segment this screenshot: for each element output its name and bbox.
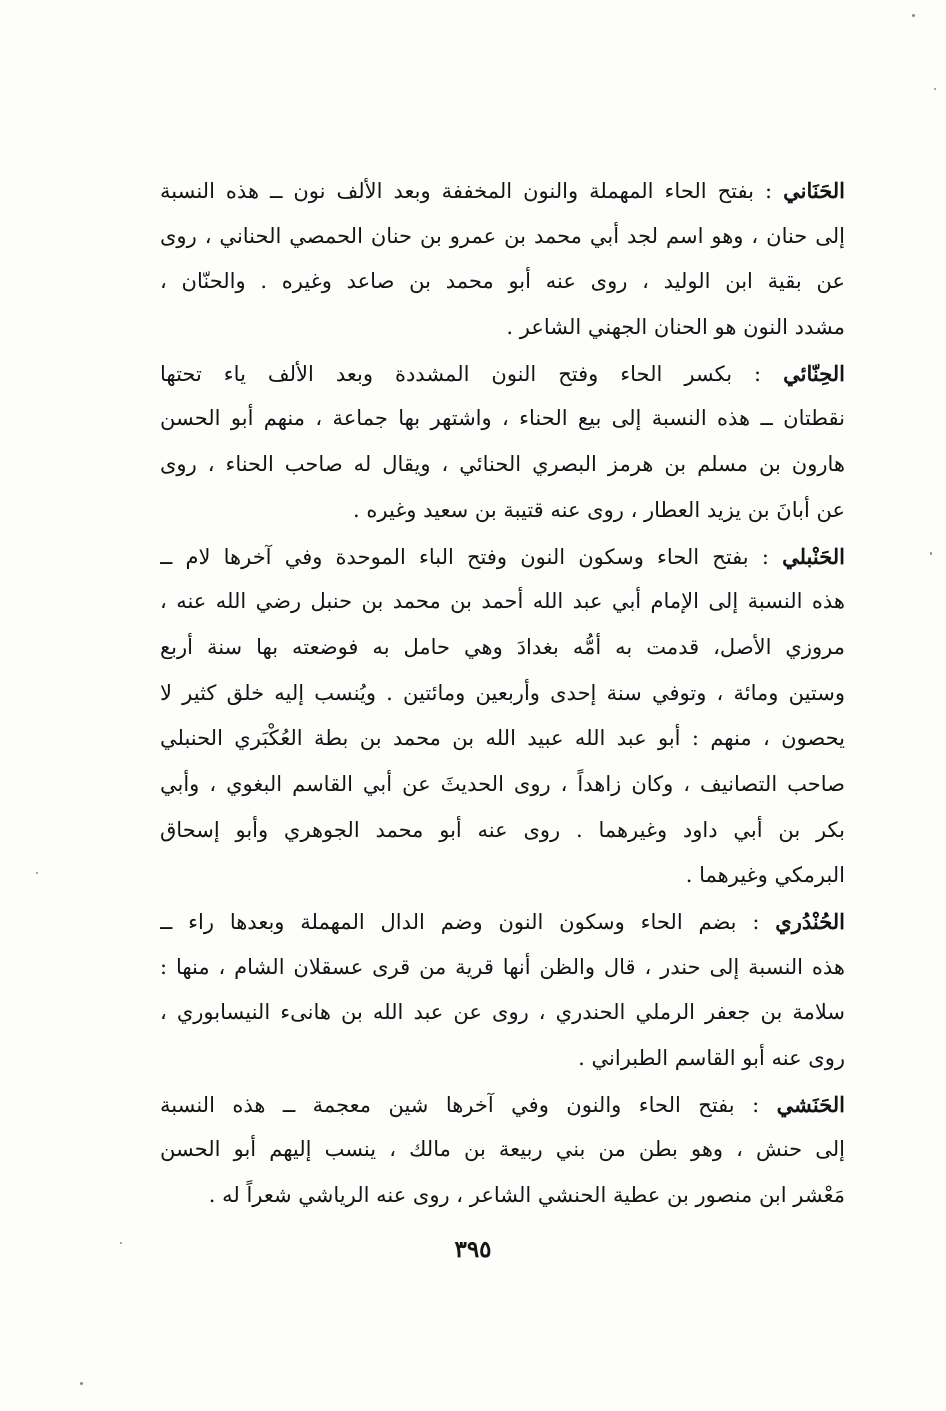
entry-heading: الحَنَاني (783, 178, 845, 203)
scan-speck (36, 872, 38, 874)
entry-hanbali (160, 534, 845, 900)
text-line: مروزي الأصل، قدمت به أمُّه بغدادَ وهي حامل به فوضعته بها سنة أربع (160, 634, 845, 659)
text-line: مشدد النون هو الحنان الجهني الشاعر . (506, 315, 845, 340)
entry-heading: الحَنَشي (776, 1091, 845, 1117)
entry-text: : بفتح الحاء المهملة والنون المخففة وبعد الألف نون ــ هذه النسبة (160, 179, 784, 203)
entry-hanashi (160, 1082, 845, 1219)
text-line: صاحب التصانيف ، وكان زاهداً ، روى الحديثَ عن أبي القاسم البغوي ، وأبي (160, 771, 845, 796)
text-line: نقطتان ــ هذه النسبة إلى بيع الحناء ، واشتهر بها جماعة ، منهم أبو الحسن (160, 406, 845, 431)
scan-speck (930, 552, 932, 555)
body-text (160, 168, 845, 1219)
page-number: ٣٩٥ (454, 1236, 492, 1263)
text-line: مَعْشر ابن منصور بن عطية الحنشي الشاعر ، روى عنه الرياشي شعراً له . (208, 1183, 845, 1208)
text-line (160, 168, 845, 214)
entry-heading: الحِنّائي (783, 360, 845, 386)
text-line: عن أبانَ بن يزيد العطار ، روى عنه قتيبة بن سعيد وغيره . (353, 497, 845, 522)
text-line: وستين ومائة ، وتوفي سنة إحدى وأربعين ومائتين . ويُنسب إليه خلق كثير لا (160, 680, 845, 705)
text-line: عن بقية ابن الوليد ، روى عنه أبو محمد بن صاعد وغيره . والحنّان ، (160, 269, 845, 294)
entry-text: : بفتح الحاء والنون وفي آخرها شين معجمة ــ هذه النسبة (160, 1092, 777, 1117)
text-line: روى عنه أبو القاسم الطبراني . (578, 1046, 845, 1071)
text-line: يحصون ، منهم : أبو عبد الله عبيد الله بن محمد بن بطة العُكْبَري الحنبلي (160, 726, 845, 751)
text-line: إلى حنان ، وهو اسم لجد أبي محمد بن عمرو بن حنان الحمصي الحناني ، روى (160, 223, 845, 248)
text-line: إلى حنش ، وهو بطن من بني ربيعة بن مالك ، ينسب إليهم أبو الحسن (160, 1137, 845, 1162)
scan-speck (934, 88, 936, 90)
entry-heading: الحُنْدُري (775, 909, 845, 934)
entry-hanani (160, 168, 845, 351)
entry-text: : بكسر الحاء وفتح النون المشددة وبعد الألف ياء تحتها (160, 361, 784, 386)
entry-heading: الحَنْبلي (782, 543, 845, 569)
text-line: سلامة بن جعفر الرملي الحندري ، روى عن عبد الله بن هانىء النيسابوري ، (160, 1000, 845, 1025)
entry-text: : بضم الحاء وسكون النون وضم الدال المهملة وبعدها راء ــ (160, 910, 776, 934)
text-line: البرمكي وغيرهما . (685, 863, 845, 888)
text-line (160, 899, 845, 945)
text-line (160, 351, 845, 397)
entry-text: : بفتح الحاء وسكون النون وفتح الباء الموحدة وفي آخرها لام ــ (160, 544, 783, 569)
entry-hinnai (160, 351, 845, 534)
text-line: هذه النسبة إلى الإمام أبي عبد الله أحمد بن محمد بن حنبل رضي الله عنه ، (160, 589, 845, 614)
text-line (160, 534, 845, 580)
scan-speck (80, 1382, 83, 1385)
text-line: بكر بن أبي داود وغيرهما . روى عنه أبو محمد الجوهري وأبو إسحاق (160, 817, 845, 842)
entry-hunduri (160, 899, 845, 1082)
text-line (160, 1082, 845, 1128)
text-line: هذه النسبة إلى حندر ، قال والظن أنها قرية من قرى عسقلان الشام ، منها : (160, 954, 845, 979)
scan-speck (120, 1242, 122, 1244)
scan-speck (912, 14, 915, 17)
text-line: هارون بن مسلم بن هرمز البصري الحنائي ، ويقال له صاحب الحناء ، روى (160, 452, 845, 477)
